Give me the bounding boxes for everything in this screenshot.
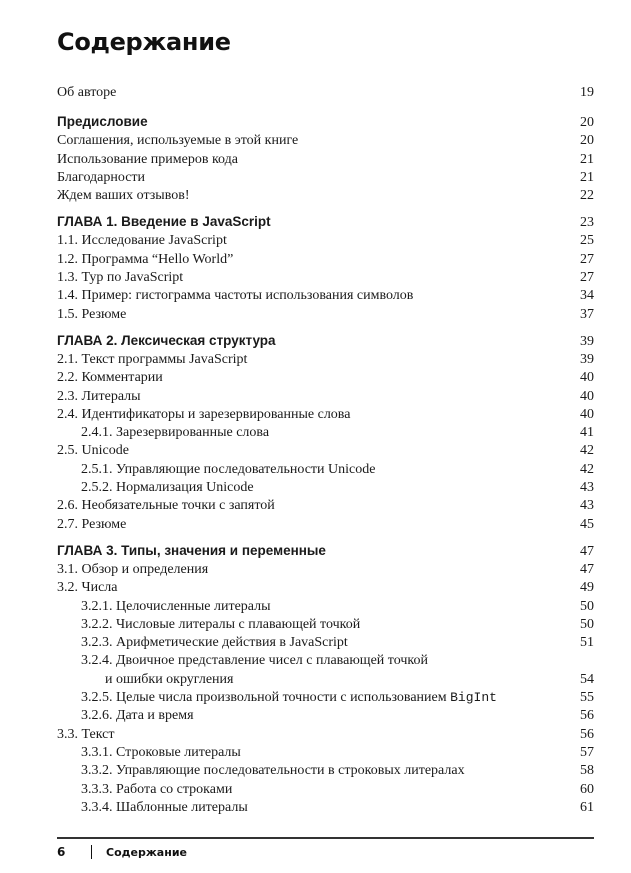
toc-entry[interactable]	[57, 369, 594, 387]
footer-divider	[57, 837, 594, 839]
toc-entry-title: Ждем ваших отзывов!	[57, 188, 190, 204]
toc-page-number: 45	[580, 516, 594, 532]
toc-entry-title: Соглашения, используемые в этой книге	[57, 133, 299, 149]
toc-entry-title: ГЛАВА 1. Введение в JavaScript	[57, 214, 271, 230]
toc-page-number: 51	[580, 635, 594, 651]
toc-entry[interactable]	[57, 251, 594, 269]
toc-entry[interactable]	[57, 388, 594, 406]
toc-entry-code: BigInt	[450, 690, 497, 706]
toc-entry[interactable]	[57, 726, 594, 744]
toc-entry[interactable]	[57, 287, 594, 305]
toc-entry-title: 3.2.5. Целые числа произвольной точности с использованием	[81, 690, 451, 706]
toc-page-number: 21	[580, 169, 594, 185]
toc-page-number: 61	[580, 799, 594, 815]
toc-page-number: 34	[580, 288, 594, 304]
toc-entry[interactable]	[57, 762, 594, 780]
toc-entry-title: 2.6. Необязательные точки с запятой	[57, 498, 275, 514]
toc-entry[interactable]	[57, 187, 594, 205]
footer-section-title: Содержание	[106, 845, 187, 859]
toc-entry[interactable]	[57, 84, 594, 102]
toc-page-number: 47	[580, 543, 594, 559]
toc-entry-title: 3.3.1. Строковые литералы	[81, 744, 241, 760]
toc-entry[interactable]	[57, 707, 594, 725]
toc-page-number: 20	[580, 133, 594, 149]
toc-entry-title-wrap	[57, 689, 497, 707]
toc-entry-title: ГЛАВА 2. Лексическая структура	[57, 332, 276, 348]
toc-page-number: 56	[580, 708, 594, 724]
toc-entry-title: 3.3.2. Управляющие последовательности в строковых литералах	[81, 763, 465, 779]
toc-entry[interactable]	[57, 781, 594, 799]
toc-page-number: 40	[580, 388, 594, 404]
toc-entry[interactable]	[57, 406, 594, 424]
toc-page-number: 37	[580, 306, 594, 322]
toc-entry[interactable]	[57, 479, 594, 497]
toc-entry-title: 2.1. Текст программы JavaScript	[57, 351, 248, 367]
toc-entry[interactable]	[57, 424, 594, 442]
toc-entry-title: 3.2.3. Арифметические действия в JavaScript	[81, 635, 348, 651]
toc-entry-title: ГЛАВА 3. Типы, значения и переменные	[57, 542, 326, 558]
toc-page-number: 25	[580, 233, 594, 249]
toc-entry-title: 1.2. Программа “Hello World”	[57, 251, 234, 267]
page-title: Содержание	[57, 28, 231, 56]
toc-chapter-entry[interactable]	[57, 541, 594, 561]
footer-page-number: 6	[57, 845, 66, 859]
toc-entry[interactable]	[57, 799, 594, 817]
toc-entry[interactable]	[57, 671, 594, 689]
toc-entry-title: 2.4.1. Зарезервированные слова	[81, 425, 270, 441]
toc-page-number: 54	[580, 671, 594, 687]
toc-entry[interactable]	[57, 269, 594, 287]
toc-chapter-entry[interactable]	[57, 331, 594, 351]
toc-page-number: 55	[580, 690, 594, 706]
toc-entry-title: 2.7. Резюме	[57, 516, 127, 532]
toc-entry-title: 3.3.4. Шаблонные литералы	[81, 799, 248, 815]
toc-entry[interactable]	[57, 598, 594, 616]
page-footer	[57, 845, 187, 859]
toc-page-number: 40	[580, 370, 594, 386]
table-of-contents	[57, 84, 594, 817]
toc-entry[interactable]	[57, 616, 594, 634]
toc-entry-title: 1.1. Исследование JavaScript	[57, 233, 227, 249]
toc-entry-title: 3.2. Числа	[57, 580, 118, 596]
toc-page-number: 47	[580, 561, 594, 577]
toc-entry[interactable]	[57, 689, 594, 707]
toc-page-number: 49	[580, 580, 594, 596]
toc-entry-title: 1.5. Резюме	[57, 306, 127, 322]
toc-page-number: 39	[580, 333, 594, 349]
toc-entry[interactable]	[57, 461, 594, 479]
toc-entry-title: 3.2.2. Числовые литералы с плавающей точкой	[81, 616, 361, 632]
toc-entry-title: Предисловие	[57, 114, 148, 130]
toc-entry[interactable]	[57, 652, 594, 670]
toc-entry[interactable]	[57, 442, 594, 460]
toc-entry-title: 3.2.6. Дата и время	[81, 708, 194, 724]
toc-page-number: 42	[580, 443, 594, 459]
toc-page-number: 20	[580, 115, 594, 131]
toc-entry-title: и ошибки округления	[105, 671, 234, 687]
toc-entry-title: 3.3.3. Работа со строками	[81, 781, 233, 797]
toc-page-number: 22	[580, 188, 594, 204]
toc-page-number: 21	[580, 151, 594, 167]
toc-page-number: 56	[580, 726, 594, 742]
toc-entry-title: Использование примеров кода	[57, 151, 238, 167]
toc-entry[interactable]	[57, 744, 594, 762]
toc-entry-title: 3.2.4. Двоичное представление чисел с плавающей точкой	[81, 653, 428, 669]
toc-page-number: 19	[580, 85, 594, 100]
toc-entry-title: 3.2.1. Целочисленные литералы	[81, 598, 271, 614]
toc-page-number: 39	[580, 351, 594, 367]
toc-entry[interactable]	[57, 497, 594, 515]
toc-entry[interactable]	[57, 132, 594, 150]
toc-entry[interactable]	[57, 151, 594, 169]
toc-entry-title: Об авторе	[57, 85, 117, 100]
toc-page-number: 50	[580, 598, 594, 614]
toc-entry-title: 2.5. Unicode	[57, 443, 129, 459]
toc-entry[interactable]	[57, 351, 594, 369]
toc-page-number: 43	[580, 480, 594, 496]
toc-entry-title: 2.4. Идентификаторы и зарезервированные слова	[57, 406, 351, 422]
toc-page-number: 60	[580, 781, 594, 797]
toc-entry[interactable]	[57, 579, 594, 597]
toc-page-number: 57	[580, 744, 594, 760]
toc-page-number: 41	[580, 425, 594, 441]
toc-entry[interactable]	[57, 232, 594, 250]
toc-entry-title: 1.4. Пример: гистограмма частоты использования символов	[57, 288, 414, 304]
toc-entry[interactable]	[57, 306, 594, 324]
toc-page-number: 43	[580, 498, 594, 514]
toc-page-number: 50	[580, 616, 594, 632]
toc-entry-title: 3.3. Текст	[57, 726, 115, 742]
footer-separator	[91, 845, 92, 859]
toc-page-number: 42	[580, 461, 594, 477]
toc-page-number: 58	[580, 763, 594, 779]
toc-entry[interactable]	[57, 169, 594, 187]
toc-entry[interactable]	[57, 516, 594, 534]
toc-entry-title: 2.5.1. Управляющие последовательности Unicode	[81, 461, 376, 477]
toc-page-number: 27	[580, 270, 594, 286]
toc-page-number: 23	[580, 215, 594, 231]
toc-entry-title: 3.1. Обзор и определения	[57, 561, 209, 577]
toc-entry-title: Благодарности	[57, 169, 146, 185]
toc-entry[interactable]	[57, 561, 594, 579]
toc-page-number: 27	[580, 251, 594, 267]
toc-chapter-entry[interactable]	[57, 212, 594, 232]
toc-entry-title: 2.3. Литералы	[57, 388, 141, 404]
toc-chapter-entry[interactable]	[57, 112, 594, 132]
toc-entry-title: 2.5.2. Нормализация Unicode	[81, 480, 254, 496]
toc-entry[interactable]	[57, 634, 594, 652]
toc-entry-title: 1.3. Тур по JavaScript	[57, 270, 184, 286]
toc-entry-title: 2.2. Комментарии	[57, 370, 163, 386]
toc-page-number: 40	[580, 406, 594, 422]
